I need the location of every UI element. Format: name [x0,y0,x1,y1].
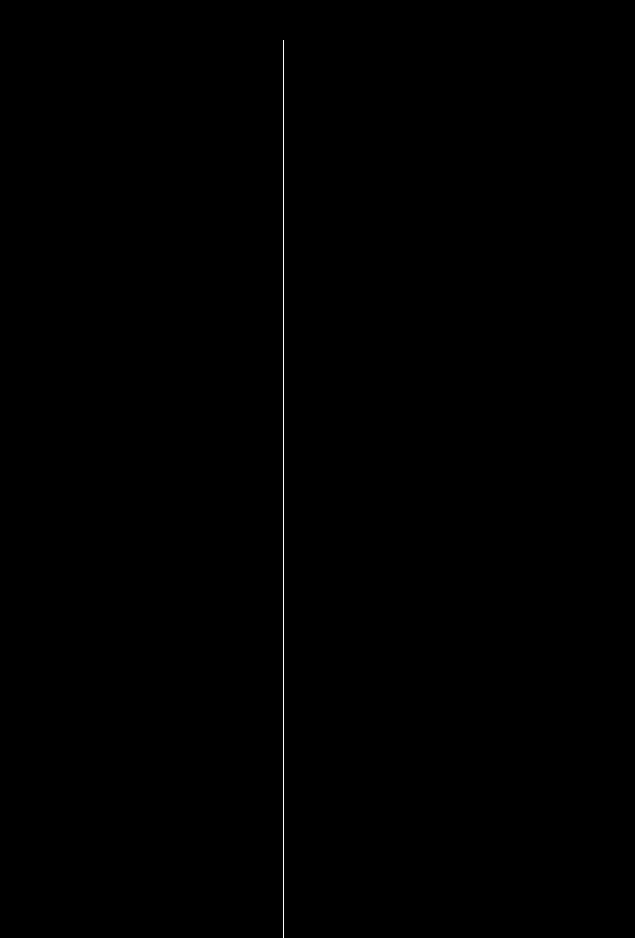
column-divider [283,40,284,938]
